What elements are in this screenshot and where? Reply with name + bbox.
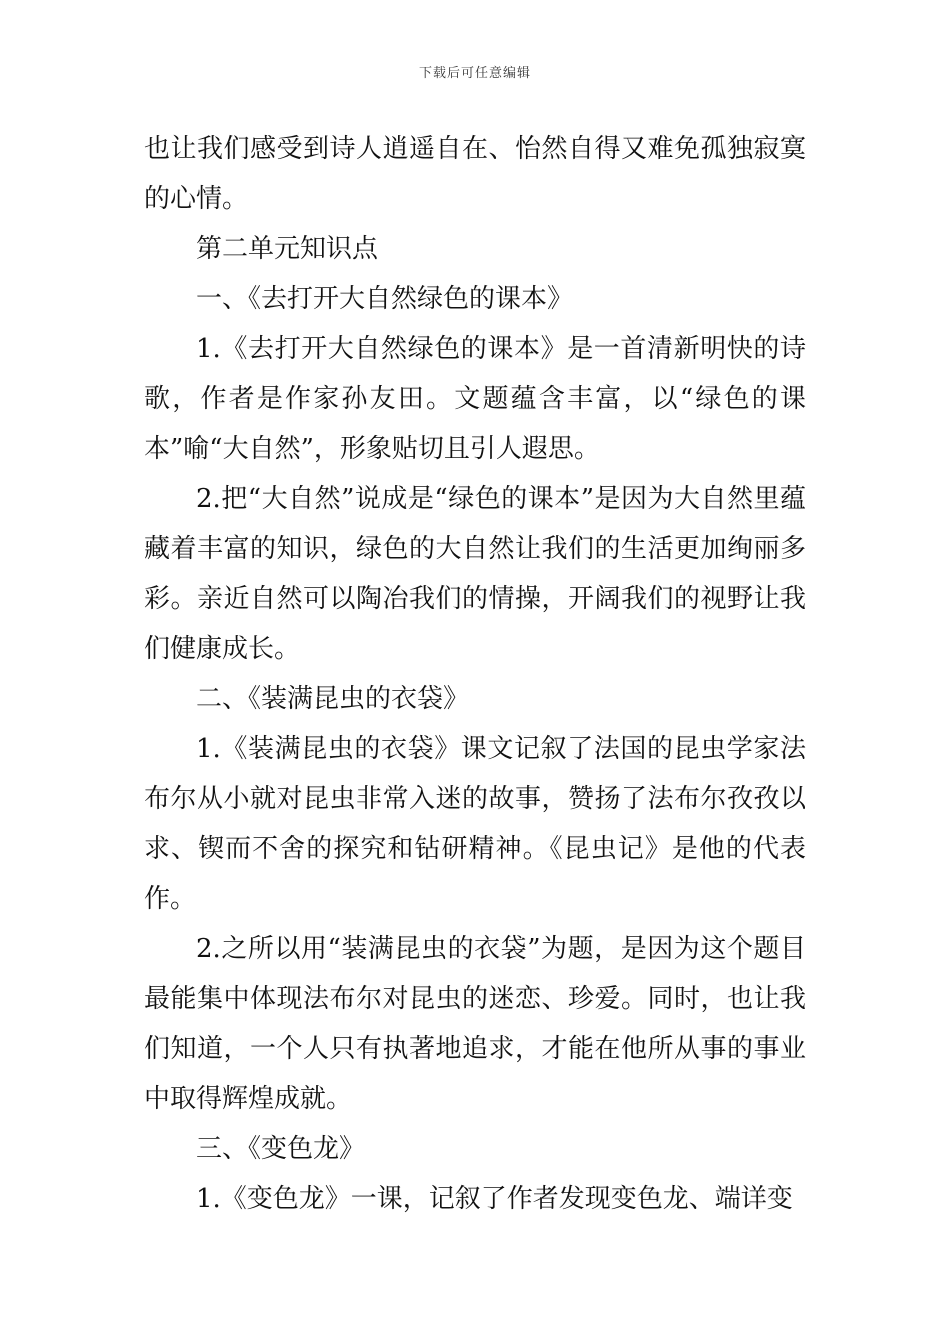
paragraph: 1.《变色龙》一课，记叙了作者发现变色龙、端详变 [196,1184,793,1214]
paragraph: 1.《装满昆虫的衣袋》课文记叙了法国的昆虫学家法布尔从小就对昆虫非常入迷的故事，赞扬了法布尔孜孜以求、锲而不舍的探究和钻研精神。《昆虫记》是他的代表作。 [144,734,806,914]
page-header: 下载后可任意编辑 [418,66,531,81]
paragraph: 1.《去打开大自然绿色的课本》是一首清新明快的诗歌，作者是作家孙友田。文题蕴含丰富，以“绿色的课本”喻“大自然”，形象贴切且引人遐思。 [144,334,806,464]
paragraph: 2.把“大自然”说成是“绿色的课本”是因为大自然里蕴藏着丰富的知识，绿色的大自然让我们的生活更加绚丽多彩。亲近自然可以陶冶我们的情操，开阔我们的视野让我们健康成长。 [144,484,806,664]
section-heading-2: 二、《装满昆虫的衣袋》 [196,684,470,714]
section-heading-3: 三、《变色龙》 [196,1134,366,1164]
paragraph-continuation: 也让我们感受到诗人逍遥自在、怡然自得又难免孤独寂寞的心情。 [144,134,806,214]
section-heading-1: 一、《去打开大自然绿色的课本》 [196,284,574,314]
document-body [144,124,806,1224]
unit-heading: 第二单元知识点 [196,234,379,264]
paragraph: 2.之所以用“装满昆虫的衣袋”为题，是因为这个题目最能集中体现法布尔对昆虫的迷恋、珍爱。同时，也让我们知道，一个人只有执著地追求，才能在他所从事的事业中取得辉煌成就。 [144,934,806,1114]
